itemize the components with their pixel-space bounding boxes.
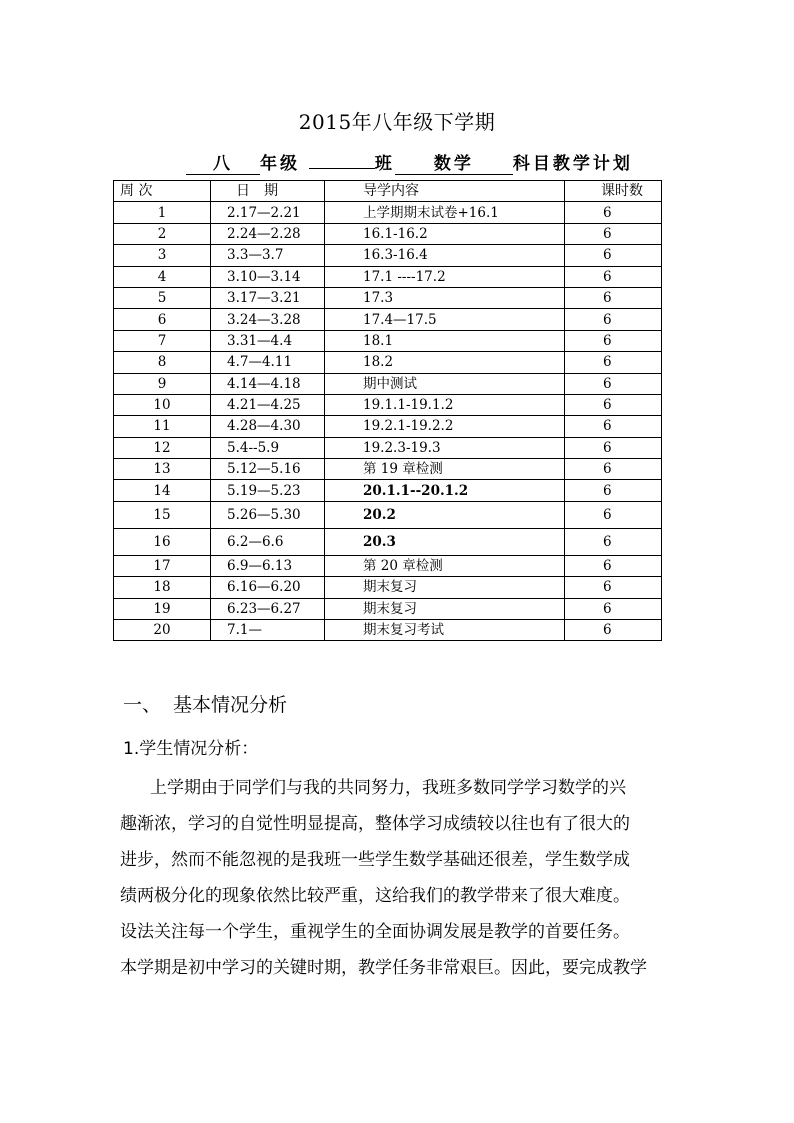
week-cell: 20 [114, 620, 211, 641]
content-cell: 19.1.1-19.1.2 [325, 394, 565, 415]
header-hours: 课时数 [565, 181, 662, 202]
hours-cell: 6 [565, 330, 662, 351]
analysis-paragraph [120, 770, 680, 986]
grade-suffix: 年级 [260, 154, 300, 174]
hours-cell: 6 [565, 309, 662, 330]
content-cell: 16.1-16.2 [325, 223, 565, 244]
content-cell: 18.2 [325, 352, 565, 373]
date-cell: 4.7—4.11 [211, 352, 325, 373]
week-cell: 19 [114, 598, 211, 619]
week-cell: 1 [114, 202, 211, 223]
week-cell: 3 [114, 245, 211, 266]
date-cell: 3.3—3.7 [211, 245, 325, 266]
table-row [114, 287, 662, 308]
week-cell: 7 [114, 330, 211, 351]
class-field [309, 148, 375, 169]
hours-cell: 6 [565, 555, 662, 576]
plan-subtitle [186, 148, 633, 175]
table-row [114, 245, 662, 266]
paragraph-line: 进步，然而不能忽视的是我班一些学生数学基础还很差，学生数学成 [120, 850, 630, 870]
table-row [114, 373, 662, 394]
hours-cell: 6 [565, 266, 662, 287]
date-cell: 4.21—4.25 [211, 394, 325, 415]
hours-cell: 6 [565, 287, 662, 308]
hours-cell: 6 [565, 528, 662, 555]
paragraph-line: 本学期是初中学习的关键时期，教学任务非常艰巨。因此，要完成教学 [120, 958, 647, 978]
content-cell: 期末复习 [325, 598, 565, 619]
hours-cell: 6 [565, 202, 662, 223]
header-week: 周 次 [114, 181, 211, 202]
week-cell: 6 [114, 309, 211, 330]
teaching-schedule-table [113, 180, 662, 641]
hours-cell: 6 [565, 223, 662, 244]
date-cell: 6.2—6.6 [211, 528, 325, 555]
hours-cell: 6 [565, 598, 662, 619]
table-row [114, 352, 662, 373]
table-row [114, 528, 662, 555]
week-cell: 9 [114, 373, 211, 394]
date-cell: 5.26—5.30 [211, 501, 325, 528]
table-row [114, 416, 662, 437]
table-row [114, 330, 662, 351]
hours-cell: 6 [565, 480, 662, 501]
content-cell: 18.1 [325, 330, 565, 351]
date-cell: 5.12—5.16 [211, 459, 325, 480]
content-cell: 19.2.1-19.2.2 [325, 416, 565, 437]
table-row [114, 202, 662, 223]
week-cell: 14 [114, 480, 211, 501]
table-row [114, 598, 662, 619]
content-cell: 期末复习 [325, 577, 565, 598]
date-cell: 3.24—3.28 [211, 309, 325, 330]
week-cell: 13 [114, 459, 211, 480]
week-cell: 17 [114, 555, 211, 576]
date-cell: 4.14—4.18 [211, 373, 325, 394]
hours-cell: 6 [565, 373, 662, 394]
week-cell: 10 [114, 394, 211, 415]
hours-cell: 6 [565, 394, 662, 415]
content-cell: 20.3 [325, 528, 565, 555]
date-cell: 3.10—3.14 [211, 266, 325, 287]
paragraph-line: 设法关注每一个学生，重视学生的全面协调发展是教学的首要任务。 [120, 922, 630, 942]
paragraph-line: 绩两极分化的现象依然比较严重，这给我们的教学带来了很大难度。 [120, 886, 630, 906]
date-cell: 6.23—6.27 [211, 598, 325, 619]
week-cell: 4 [114, 266, 211, 287]
section-heading [123, 690, 287, 717]
date-cell: 4.28—4.30 [211, 416, 325, 437]
table-row [114, 459, 662, 480]
content-cell: 19.2.3-19.3 [325, 437, 565, 458]
header-content: 导学内容 [325, 181, 565, 202]
hours-cell: 6 [565, 620, 662, 641]
date-cell: 2.24—2.28 [211, 223, 325, 244]
header-date: 日 期 [211, 181, 325, 202]
table-row [114, 223, 662, 244]
content-cell: 17.1 ----17.2 [325, 266, 565, 287]
table-row [114, 577, 662, 598]
content-cell: 17.4—17.5 [325, 309, 565, 330]
hours-cell: 6 [565, 501, 662, 528]
content-cell: 期中测试 [325, 373, 565, 394]
content-cell: 第 20 章检测 [325, 555, 565, 576]
content-cell: 20.1.1--20.1.2 [325, 480, 565, 501]
date-cell: 3.31—4.4 [211, 330, 325, 351]
date-cell: 5.19—5.23 [211, 480, 325, 501]
table-row [114, 480, 662, 501]
table-row [114, 501, 662, 528]
hours-cell: 6 [565, 352, 662, 373]
date-cell: 6.9—6.13 [211, 555, 325, 576]
table-row [114, 555, 662, 576]
document-title: 2015年八年级下学期 [298, 110, 496, 134]
content-cell: 17.3 [325, 287, 565, 308]
hours-cell: 6 [565, 416, 662, 437]
date-cell: 5.4--5.9 [211, 437, 325, 458]
section-number: 一、 [123, 694, 162, 716]
week-cell: 15 [114, 501, 211, 528]
grade-field: 八 [186, 154, 260, 175]
week-cell: 18 [114, 577, 211, 598]
table-row [114, 620, 662, 641]
paragraph-line: 趣渐浓，学习的自觉性明显提高，整体学习成绩较以往也有了很大的 [120, 814, 630, 834]
subsection-heading: 1.学生情况分析： [123, 739, 259, 759]
section-title: 基本情况分析 [173, 694, 288, 716]
table-row [114, 394, 662, 415]
subject-field: 数学 [395, 154, 513, 175]
week-cell: 12 [114, 437, 211, 458]
class-suffix: 班 [374, 154, 395, 174]
date-cell: 7.1— [211, 620, 325, 641]
date-cell: 3.17—3.21 [211, 287, 325, 308]
hours-cell: 6 [565, 459, 662, 480]
content-cell: 上学期期末试卷+16.1 [325, 202, 565, 223]
table-header-row [114, 181, 662, 202]
week-cell: 2 [114, 223, 211, 244]
week-cell: 5 [114, 287, 211, 308]
paragraph-line: 上学期由于同学们与我的共同努力，我班多数同学学习数学的兴 [150, 778, 626, 798]
week-cell: 16 [114, 528, 211, 555]
content-cell: 20.2 [325, 501, 565, 528]
content-cell: 期末复习考试 [325, 620, 565, 641]
table-row [114, 437, 662, 458]
content-cell: 16.3-16.4 [325, 245, 565, 266]
content-cell: 第 19 章检测 [325, 459, 565, 480]
hours-cell: 6 [565, 245, 662, 266]
hours-cell: 6 [565, 577, 662, 598]
table-row [114, 309, 662, 330]
plan-suffix: 科目教学计划 [512, 154, 633, 174]
week-cell: 8 [114, 352, 211, 373]
date-cell: 6.16—6.20 [211, 577, 325, 598]
date-cell: 2.17—2.21 [211, 202, 325, 223]
week-cell: 11 [114, 416, 211, 437]
table-row [114, 266, 662, 287]
hours-cell: 6 [565, 437, 662, 458]
